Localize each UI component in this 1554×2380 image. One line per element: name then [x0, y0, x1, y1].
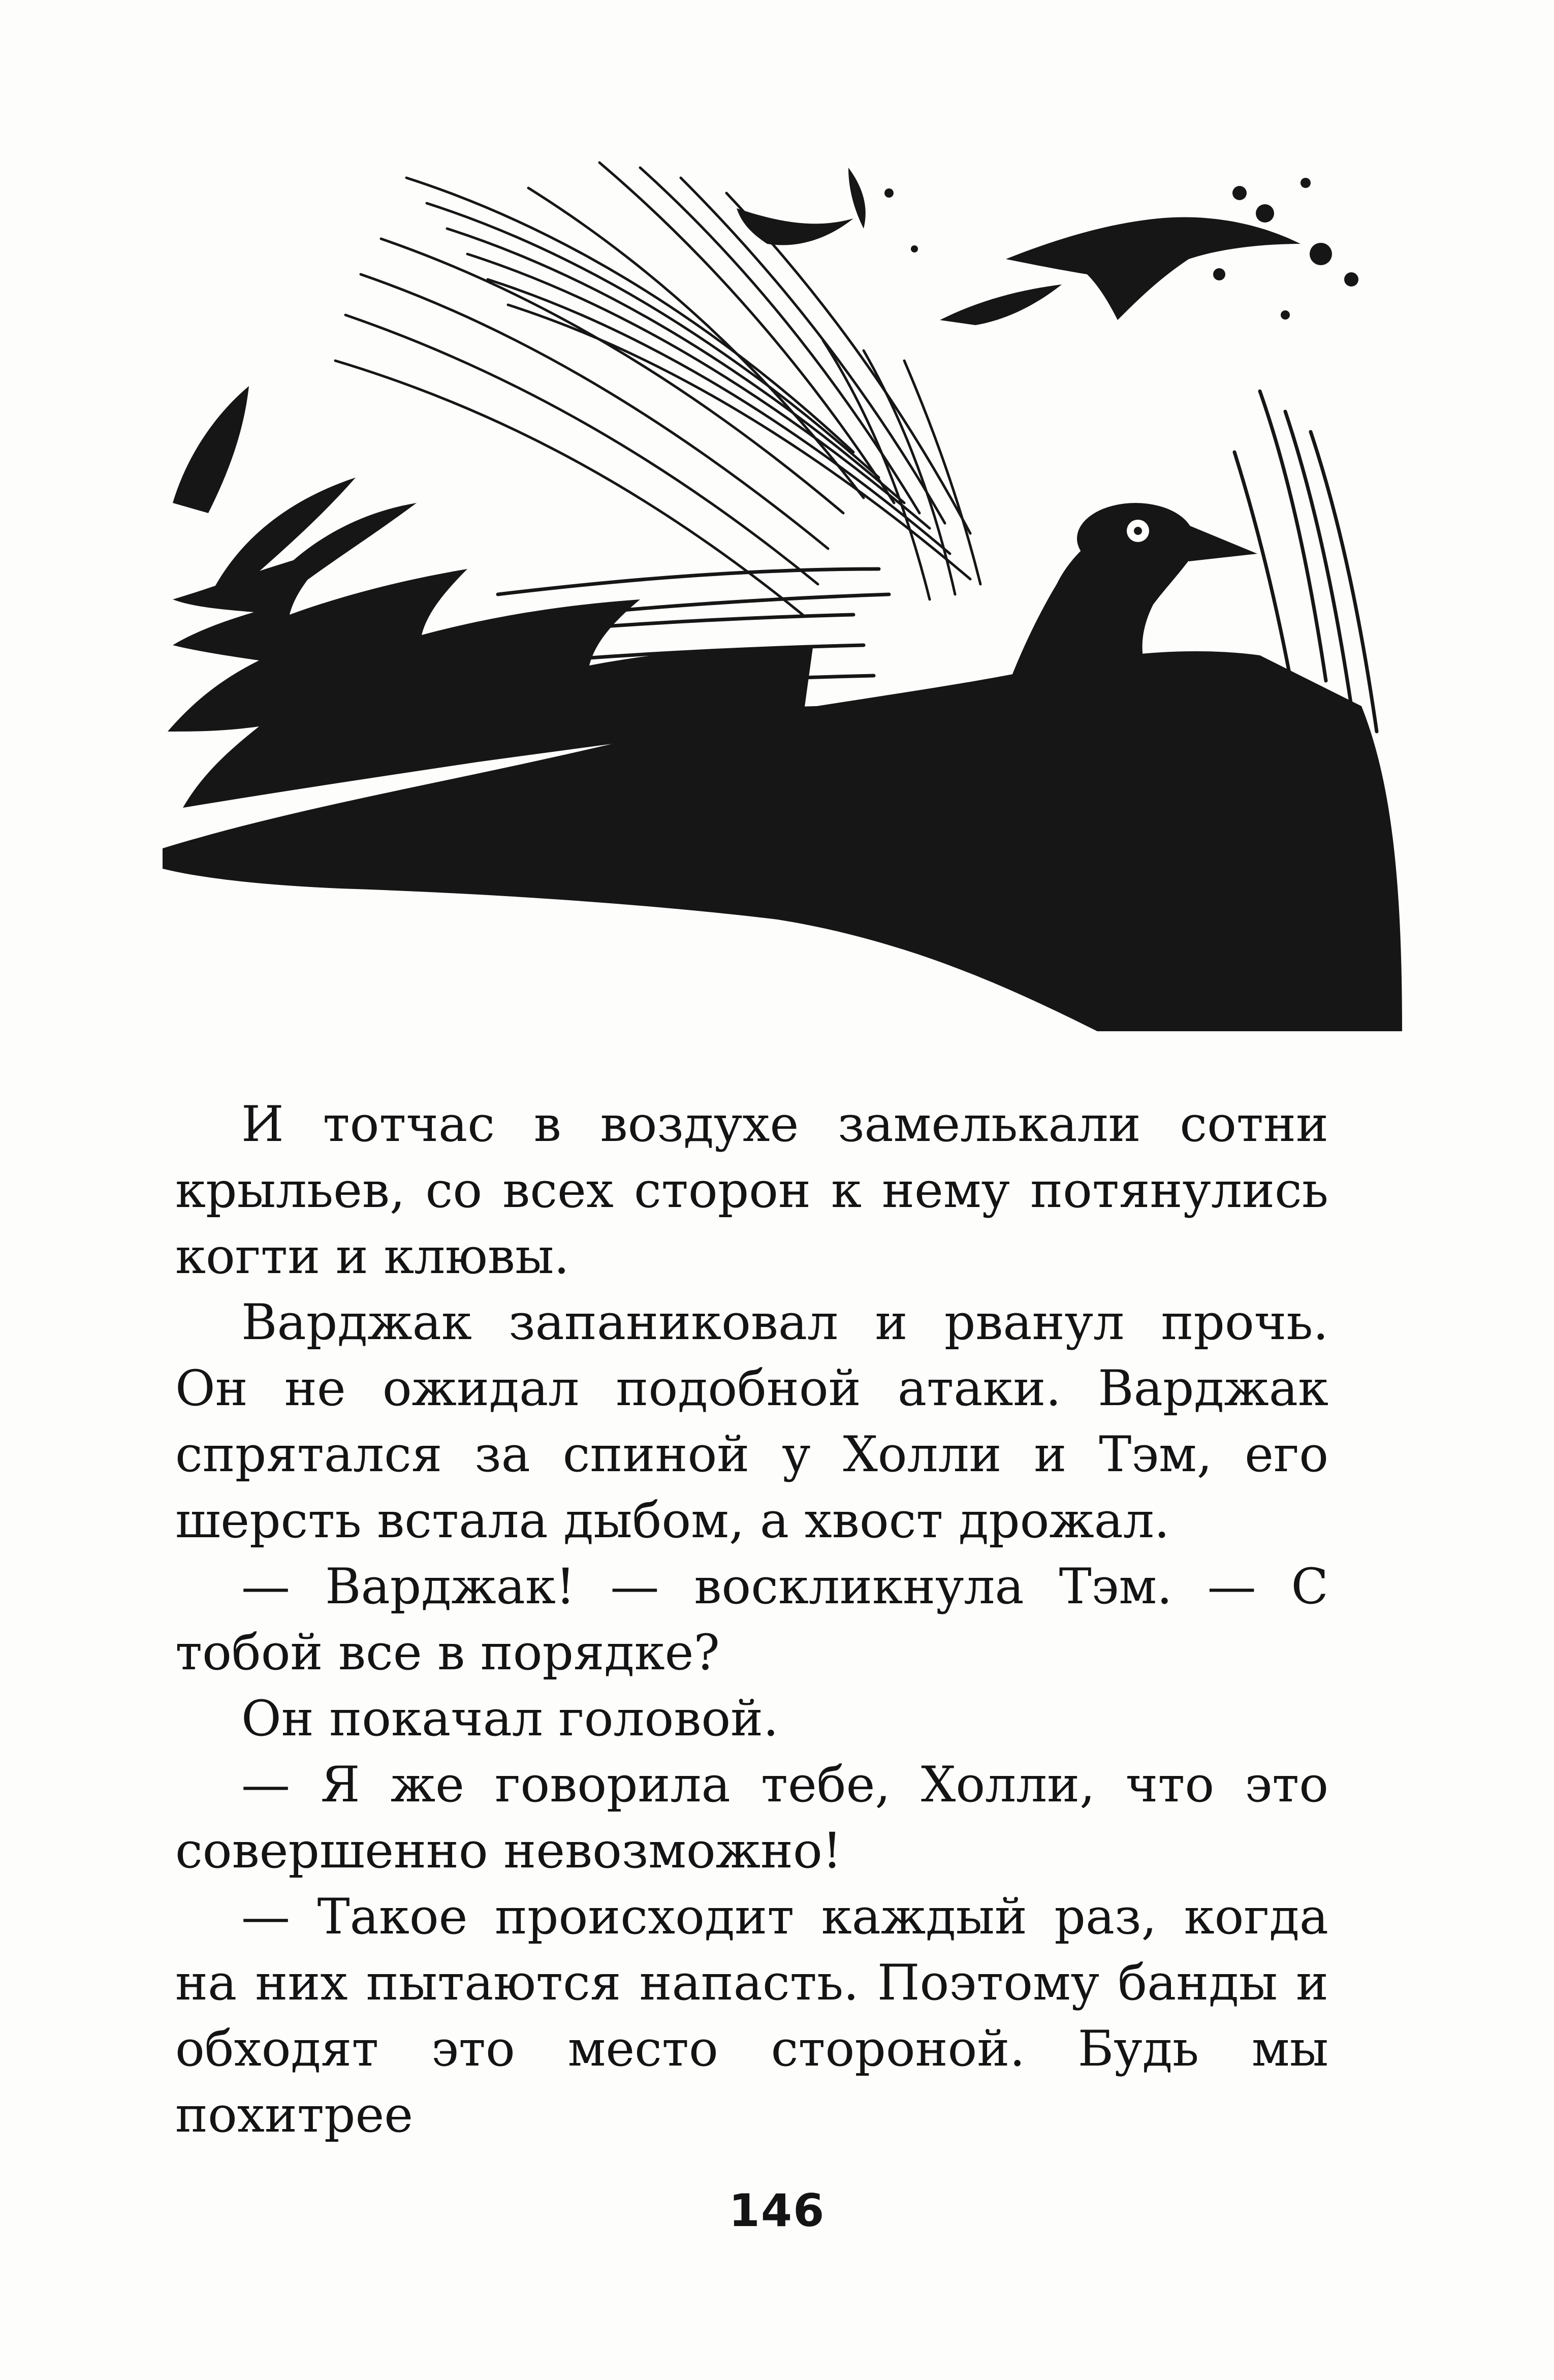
- paragraph: — Я же говорила тебе, Холли, что это совершенно невозможно!: [175, 1756, 1328, 1879]
- bird-illustration: [142, 147, 1412, 1041]
- ink-bird-drawing: [142, 147, 1412, 1041]
- paragraph: И тотчас в воздухе замелькали сотни крыльев, со всех сторон к нему потянулись когти и клювы.: [175, 1096, 1328, 1285]
- paragraph: — Такое происходит каждый раз, когда на них пытаются напасть. Поэтому банды и обходят это место стороной. Будь мы похитрее: [175, 1888, 1328, 2143]
- paragraph: — Варджак! — воскликнула Тэм. — С тобой все в порядке?: [175, 1558, 1328, 1681]
- paragraph: Он покачал головой.: [241, 1690, 779, 1747]
- body-text: [175, 1091, 1328, 2148]
- paragraph: Варджак запаниковал и рванул прочь. Он не ожидал подобной атаки. Варджак спрятался за спиной у Холли и Тэм, его шерсть встала дыбом, а хвост дрожал.: [175, 1294, 1328, 1549]
- page-number: 146: [728, 2184, 826, 2237]
